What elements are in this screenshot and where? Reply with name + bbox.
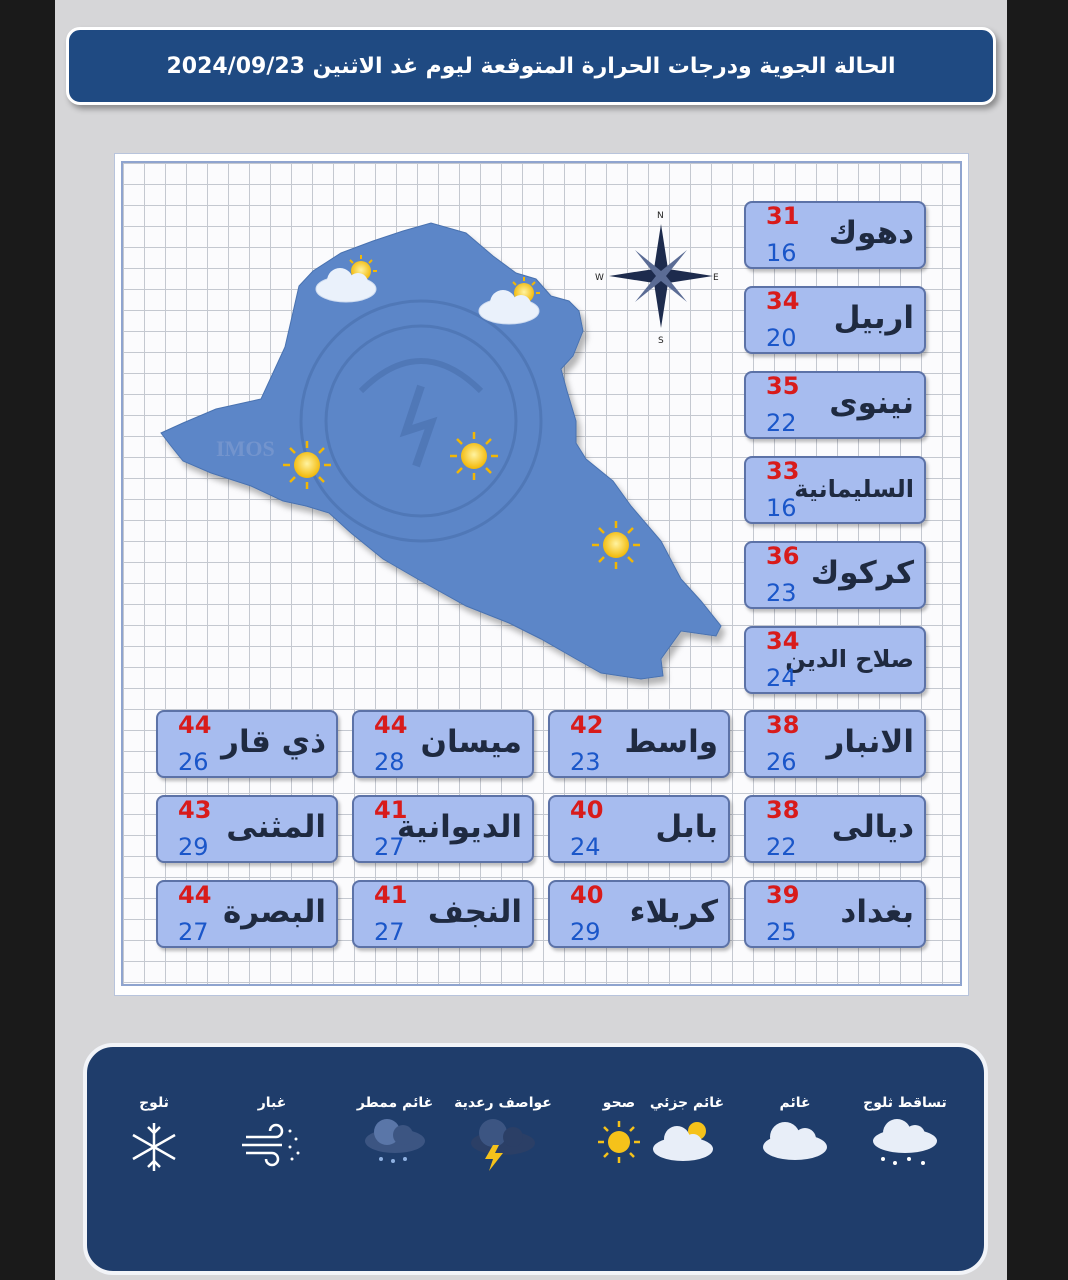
- high-temp: 39: [766, 881, 800, 909]
- thunderstorm-icon: [463, 1117, 543, 1172]
- city-name: البصرة: [222, 894, 326, 930]
- high-temp: 44: [178, 711, 212, 739]
- city-card: [744, 710, 926, 778]
- low-temp: 16: [766, 494, 797, 522]
- low-temp: 28: [374, 748, 405, 776]
- legend-item-cloudy: [735, 1095, 855, 1167]
- low-temp: 26: [178, 748, 209, 776]
- high-temp: 44: [178, 881, 212, 909]
- high-temp: 38: [766, 796, 800, 824]
- snowfall-icon: [865, 1117, 945, 1167]
- city-card: [744, 201, 926, 269]
- city-name: نينوى: [829, 385, 914, 421]
- snowflake-icon: [114, 1117, 194, 1177]
- city-name: المثنى: [226, 809, 326, 845]
- city-card: [744, 880, 926, 948]
- low-temp: 23: [766, 579, 797, 607]
- sunny-icon: [579, 1117, 659, 1167]
- legend-item-snow: [94, 1095, 214, 1177]
- low-temp: 23: [570, 748, 601, 776]
- city-card: [744, 456, 926, 524]
- legend-label: تساقط ثلوج: [863, 1095, 947, 1111]
- compass-s: S: [658, 336, 664, 346]
- city-name: بابل: [655, 809, 718, 845]
- high-temp: 34: [766, 627, 800, 655]
- low-temp: 29: [570, 918, 601, 946]
- city-card: [352, 795, 534, 863]
- city-card: [156, 710, 338, 778]
- low-temp: 22: [766, 833, 797, 861]
- city-card: [548, 880, 730, 948]
- city-card: [156, 795, 338, 863]
- city-name: ذي قار: [221, 724, 326, 760]
- high-temp: 36: [766, 542, 800, 570]
- legend-item-dust: [212, 1095, 332, 1167]
- city-card: [744, 795, 926, 863]
- high-temp: 34: [766, 287, 800, 315]
- high-temp: 33: [766, 457, 800, 485]
- weather-legend: [83, 1043, 988, 1275]
- high-temp: 44: [374, 711, 408, 739]
- rain-cloud-icon: [355, 1117, 435, 1167]
- city-card: [548, 710, 730, 778]
- high-temp: 42: [570, 711, 604, 739]
- legend-label: غبار: [257, 1095, 287, 1111]
- legend-label: غائم ممطر: [356, 1095, 434, 1111]
- low-temp: 20: [766, 324, 797, 352]
- city-name: واسط: [624, 724, 718, 760]
- low-temp: 24: [570, 833, 601, 861]
- low-temp: 27: [178, 918, 209, 946]
- watermark-text: IMOS: [216, 436, 275, 461]
- city-name: صلاح الدين: [785, 645, 914, 673]
- city-name: اربيل: [833, 300, 914, 336]
- city-name: النجف: [427, 894, 522, 930]
- city-card: [352, 880, 534, 948]
- city-name: ميسان: [420, 724, 522, 760]
- city-card: [744, 541, 926, 609]
- city-card: [744, 286, 926, 354]
- high-temp: 43: [178, 796, 212, 824]
- legend-label: صحو: [602, 1095, 636, 1111]
- legend-label: غائم: [779, 1095, 811, 1111]
- compass-n: N: [657, 211, 664, 221]
- city-name: الديوانية: [397, 809, 522, 845]
- city-name: كربلاء: [629, 894, 718, 930]
- dust-icon: [232, 1117, 312, 1167]
- high-temp: 31: [766, 202, 800, 230]
- city-card: [352, 710, 534, 778]
- legend-item-sunny: [559, 1095, 679, 1167]
- city-name: ديالى: [831, 809, 914, 845]
- low-temp: 22: [766, 409, 797, 437]
- low-temp: 27: [374, 918, 405, 946]
- compass-w: W: [595, 273, 604, 283]
- low-temp: 29: [178, 833, 209, 861]
- city-name: بغداد: [840, 894, 914, 930]
- cloudy-icon: [755, 1117, 835, 1167]
- low-temp: 24: [766, 664, 797, 692]
- low-temp: 25: [766, 918, 797, 946]
- high-temp: 41: [374, 796, 408, 824]
- city-card: [744, 371, 926, 439]
- compass-e: E: [713, 273, 719, 283]
- low-temp: 16: [766, 239, 797, 267]
- legend-label: غائم جزئي: [649, 1095, 725, 1111]
- high-temp: 41: [374, 881, 408, 909]
- city-name: دهوك: [828, 215, 914, 251]
- city-name: الانبار: [826, 724, 914, 760]
- legend-item-snowfall: [845, 1095, 965, 1167]
- city-name: السليمانية: [794, 475, 914, 503]
- legend-label: ثلوج: [139, 1095, 169, 1111]
- title-bar: [66, 27, 996, 105]
- compass-rose: [595, 211, 719, 346]
- low-temp: 26: [766, 748, 797, 776]
- legend-item-thunderstorm: [443, 1095, 563, 1172]
- legend-item-rain-cloud: [335, 1095, 455, 1167]
- high-temp: 38: [766, 711, 800, 739]
- city-card: [548, 795, 730, 863]
- high-temp: 40: [570, 796, 604, 824]
- city-name: كركوك: [810, 555, 914, 591]
- high-temp: 35: [766, 372, 800, 400]
- legend-label: عواصف رعدية: [454, 1095, 552, 1111]
- low-temp: 27: [374, 833, 405, 861]
- city-card: [744, 626, 926, 694]
- page-title: الحالة الجوية ودرجات الحرارة المتوقعة ليوم غد الاثنين 2024/09/23: [166, 53, 896, 79]
- city-card: [156, 880, 338, 948]
- high-temp: 40: [570, 881, 604, 909]
